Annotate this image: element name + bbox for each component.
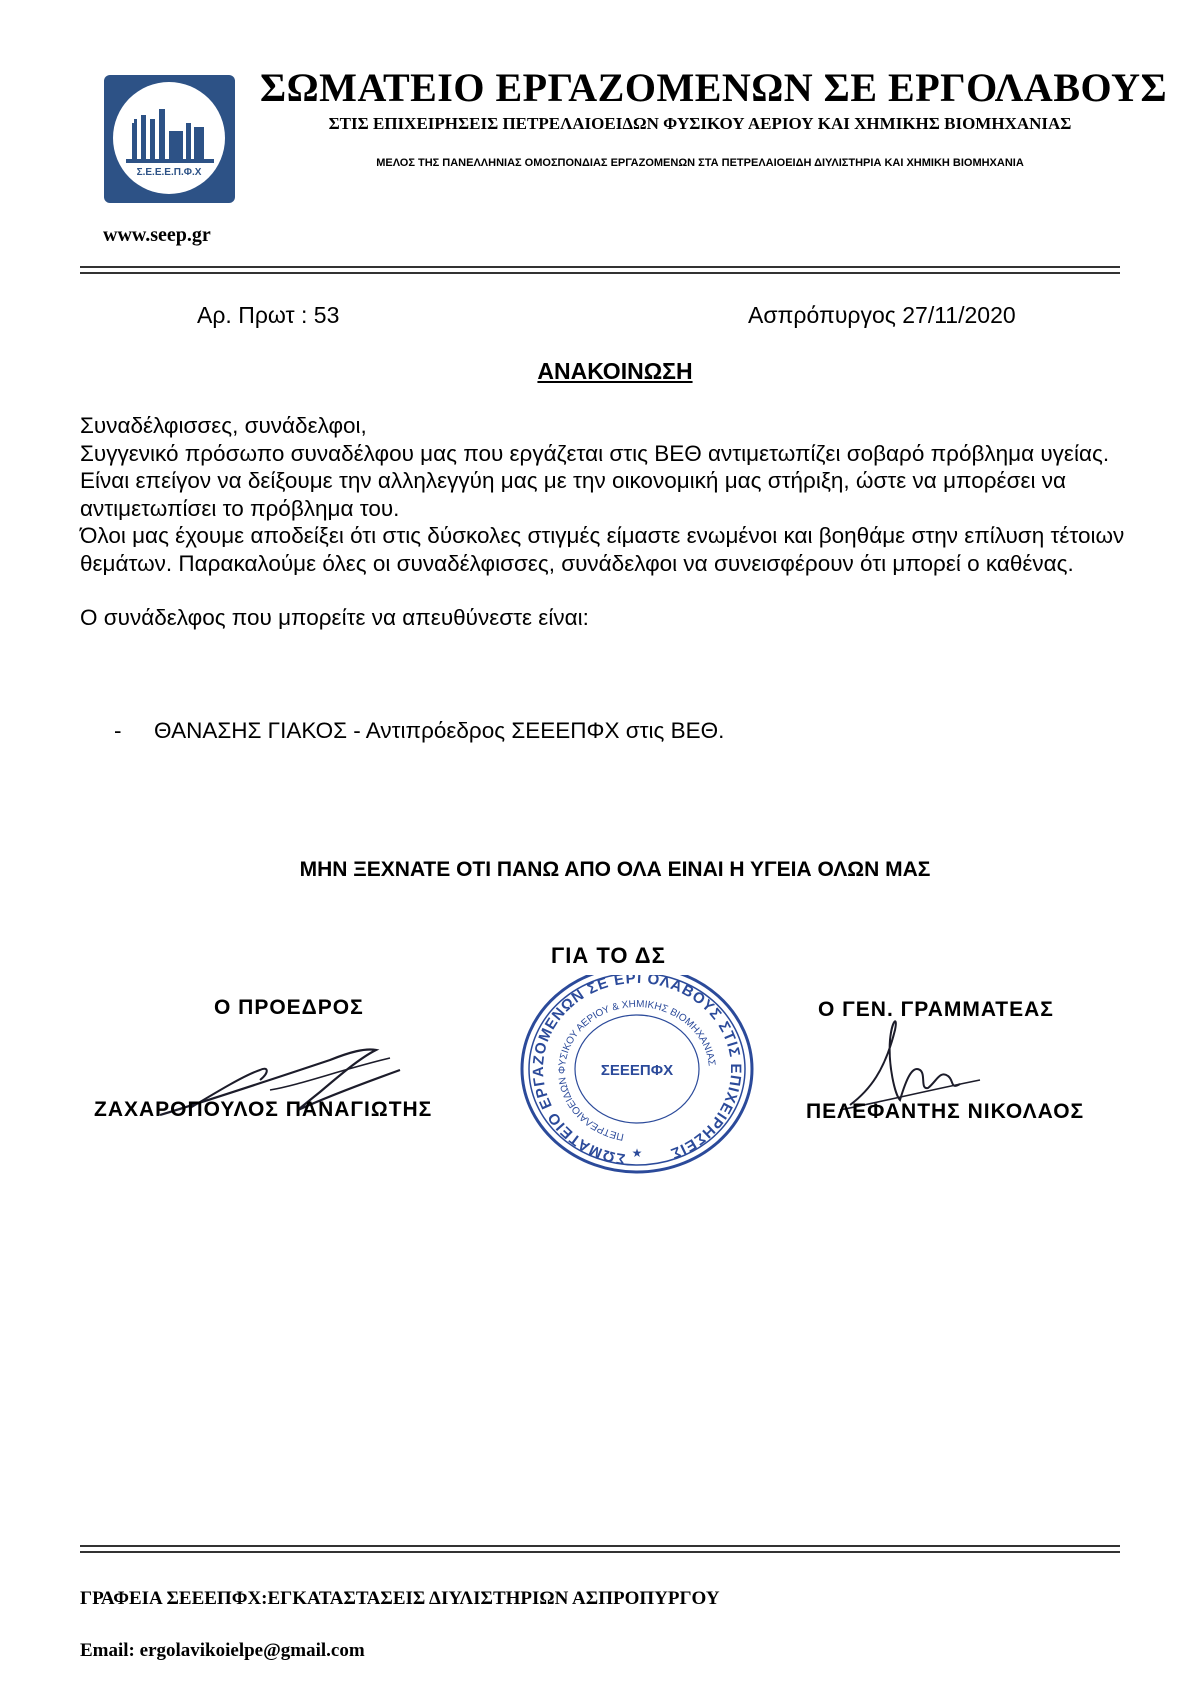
union-stamp bbox=[512, 975, 762, 1180]
union-logo bbox=[104, 75, 235, 203]
board-label: ΓΙΑ ΤΟ ΔΣ bbox=[551, 943, 666, 968]
union-title: ΣΩΜΑΤΕΙΟ ΕΡΓΑΖΟΜΕΝΩΝ ΣΕ ΕΡΓΟΛΑΒΟΥΣ bbox=[260, 65, 1168, 110]
svg-text:ΣΩΜΑΤΕΙΟ ΕΡΓΑΖΟΜΕΝΩΝ ΣΕ ΕΡΓΟΛΑ: ΣΩΜΑΤΕΙΟ ΕΡΓΑΖΟΜΕΝΩΝ ΣΕ ΕΡΓΟΛΑΒΟΥΣ ΣΤΙΣ ΕΠΙΧΕΙΡΗΣΕΙΣ bbox=[529, 975, 745, 1168]
header-divider-top bbox=[80, 266, 1120, 268]
union-subtitle: ΣΤΙΣ ΕΠΙΧΕΙΡΗΣΕΙΣ ΠΕΤΡΕΛΑΙΟΕΙΔΩΝ ΦΥΣΙΚΟΥ ΑΕΡΙΟΥ ΚΑΙ ΧΗΜΙΚΗΣ ΒΙΟΜΗΧΑΝΙΑΣ bbox=[328, 114, 1072, 133]
paragraph: Συγγενικό πρόσωπο συναδέλφου μας που εργάζεται στις ΒΕΘ αντιμετωπίζει σοβαρό πρόβλημα υγείας. bbox=[80, 440, 1110, 466]
place-date: Ασπρόπυργος 27/11/2020 bbox=[748, 302, 1016, 328]
footer-divider-bottom bbox=[80, 1551, 1120, 1553]
contact-intro: Ο συνάδελφος που μπορείτε να απευθύνεστε είναι: bbox=[80, 605, 589, 630]
federation-membership: ΜΕΛΟΣ ΤΗΣ ΠΑΝΕΛΛΗΝΙΑΣ ΟΜΟΣΠΟΝΔΙΑΣ ΕΡΓΑΖΟΜΕΝΩΝ ΣΤΑ ΠΕΤΡΕΛΑΙΟΕΙΔΗ ΔΙΥΛΙΣΤΗΡΙΑ ΚΑΙ ΧΗΜΙΚΗ ΒΙΟΜΗΧΑΝΙΑ bbox=[376, 157, 1024, 169]
header-divider-bottom bbox=[80, 272, 1120, 274]
footer-divider-top bbox=[80, 1545, 1120, 1547]
protocol-number: Αρ. Πρωτ : 53 bbox=[197, 302, 340, 328]
contact-list-item bbox=[114, 718, 724, 744]
offices-address: ΓΡΑΦΕΙΑ ΣΕΕΕΠΦΧ:ΕΓΚΑΤΑΣΤΑΣΕΙΣ ΔΙΥΛΙΣΤΗΡΙΩΝ ΑΣΠΡΟΠΥΡΓΟΥ bbox=[80, 1588, 720, 1609]
list-dash: - bbox=[114, 718, 122, 743]
greeting: Συναδέλφισσες, συνάδελφοι, bbox=[80, 413, 367, 438]
svg-text:ΠΕΤΡΕΛΑΙΟΕΙΔΩΝ ΦΥΣΙΚΟΥ ΑΕΡΙΟΥ: ΠΕΤΡΕΛΑΙΟΕΙΔΩΝ ΦΥΣΙΚΟΥ ΑΕΡΙΟΥ & ΧΗΜΙΚΗΣ ΒΙΟΜΗΧΑΝΙΑΣ bbox=[557, 998, 717, 1142]
president-title: Ο ΠΡΟΕΔΡΟΣ bbox=[214, 996, 364, 1019]
slogan: ΜΗΝ ΞΕΧΝΑΤΕ ΟΤΙ ΠΑΝΩ ΑΠΟ ΟΛΑ ΕΙΝΑΙ Η ΥΓΕΙΑ ΟΛΩΝ ΜΑΣ bbox=[299, 858, 931, 881]
announcement-body bbox=[80, 412, 1145, 632]
contact-email[interactable]: Email: ergolavikoielpe@gmail.com bbox=[80, 1640, 365, 1661]
website-link[interactable]: www.seep.gr bbox=[103, 224, 211, 246]
secretary-title: Ο ΓΕΝ. ΓΡΑΜΜΑΤΕΑΣ bbox=[818, 998, 1054, 1021]
contact-person: ΘΑΝΑΣΗΣ ΓΙΑΚΟΣ - Αντιπρόεδρος ΣΕΕΕΠΦΧ στις ΒΕΘ. bbox=[154, 718, 725, 743]
svg-text:★: ★ bbox=[631, 1146, 643, 1160]
secretary-name: ΠΕΛΕΦΑΝΤΗΣ ΝΙΚΟΛΑΟΣ bbox=[806, 1100, 1085, 1123]
president-name: ΖΑΧΑΡΟΠΟΥΛΟΣ ΠΑΝΑΓΙΩΤΗΣ bbox=[94, 1098, 433, 1121]
svg-text:ΣΕΕΕΠΦΧ: ΣΕΕΕΠΦΧ bbox=[600, 1062, 674, 1079]
svg-text:Σ.Ε.Ε.Ε.Π.Φ.Χ: Σ.Ε.Ε.Ε.Π.Φ.Χ bbox=[136, 167, 202, 178]
announcement-heading: ΑΝΑΚΟΙΝΩΣΗ bbox=[537, 358, 693, 384]
paragraph: Όλοι μας έχουμε αποδείξει ότι στις δύσκολες στιγμές είμαστε ενωμένοι και βοηθάμε στην επίλυση τέτοιων θεμάτων. Παρακαλούμε όλες οι συναδέλφισσες, συνάδελφοι να συνεισφέρουν ότι μπορεί ο καθένας. bbox=[80, 523, 1125, 576]
paragraph: Είναι επείγον να δείξουμε την αλληλεγγύη μας με την οικονομική μας στήριξη, ώστε να μπορέσει να αντιμετωπίσει το πρόβλημα του. bbox=[80, 468, 1067, 521]
